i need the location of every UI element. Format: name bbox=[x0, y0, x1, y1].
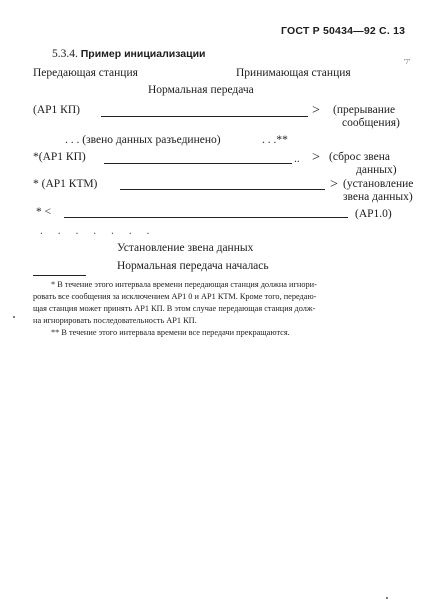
footnote1-line1: * В течение этого интервала времени передающая станция должна игнори- bbox=[51, 280, 317, 289]
section-heading bbox=[52, 48, 206, 61]
row3-frame-label: *(АР1 КП) bbox=[33, 151, 86, 163]
row3-note-line1: (сброс звена bbox=[329, 151, 390, 163]
scan-speck bbox=[386, 597, 388, 599]
footnote1-line2: ровать все сообщения за исключением АР1 0 и АР1 КТМ. Кроме того, передаю- bbox=[33, 292, 317, 301]
section-number: 5.3.4. bbox=[52, 48, 78, 60]
dotted-leader: . . . . . . . bbox=[40, 225, 156, 237]
row4-note-line1: (установление bbox=[343, 178, 414, 190]
row4-frame-label: * (АР1 КТМ) bbox=[33, 178, 98, 190]
normal-started-label: Нормальная передача началась bbox=[117, 260, 269, 272]
column-right-label: Принимающая станция bbox=[236, 67, 351, 79]
footnote-separator bbox=[33, 275, 86, 276]
row5-frame-label: (АР1.0) bbox=[355, 208, 392, 220]
footnote1-line3: щая станция может принять АР1 КП. В этом случае передающая станция долж- bbox=[33, 304, 316, 313]
row1-arrowhead: > bbox=[312, 103, 320, 118]
footnote1-line4: на игнорировать последовательность АР1 КП. bbox=[33, 316, 197, 325]
footnote2: ** В течение этого интервала времени все передачи прекращаются. bbox=[51, 328, 290, 337]
row1-arrow-line bbox=[101, 116, 308, 117]
column-left-label: Передающая станция bbox=[33, 67, 138, 79]
row3-arrowhead: > bbox=[312, 150, 320, 165]
row4-note-line2: звена данных) bbox=[343, 191, 413, 203]
link-established-label: Установление звена данных bbox=[117, 242, 254, 254]
scan-speck bbox=[13, 316, 15, 318]
row4-arrowhead: > bbox=[330, 177, 338, 192]
section-title: Пример инициализации bbox=[80, 48, 206, 60]
row4-arrow-line bbox=[120, 189, 325, 190]
row1-note-line1: (прерывание bbox=[333, 104, 396, 116]
link-disconnected-label: . . . (звено данных разъединено) bbox=[65, 134, 221, 146]
row3-arrow-line bbox=[104, 163, 292, 164]
row3-note-line2: данных) bbox=[356, 164, 397, 176]
row1-note-line2: сообщения) bbox=[342, 117, 400, 129]
row1-frame-label: (АР1 КП) bbox=[33, 104, 80, 116]
row5-arrow-line bbox=[64, 217, 348, 218]
normal-transfer-label: Нормальная передача bbox=[148, 84, 254, 96]
page-header: ГОСТ Р 50434—92 С. 13 bbox=[281, 25, 406, 37]
link-disconnected-dots: . . .** bbox=[262, 134, 288, 146]
row3-dots: .. bbox=[294, 153, 300, 165]
row5-arrowhead-left: * < bbox=[36, 206, 52, 218]
corner-mark: '7' bbox=[404, 58, 411, 66]
